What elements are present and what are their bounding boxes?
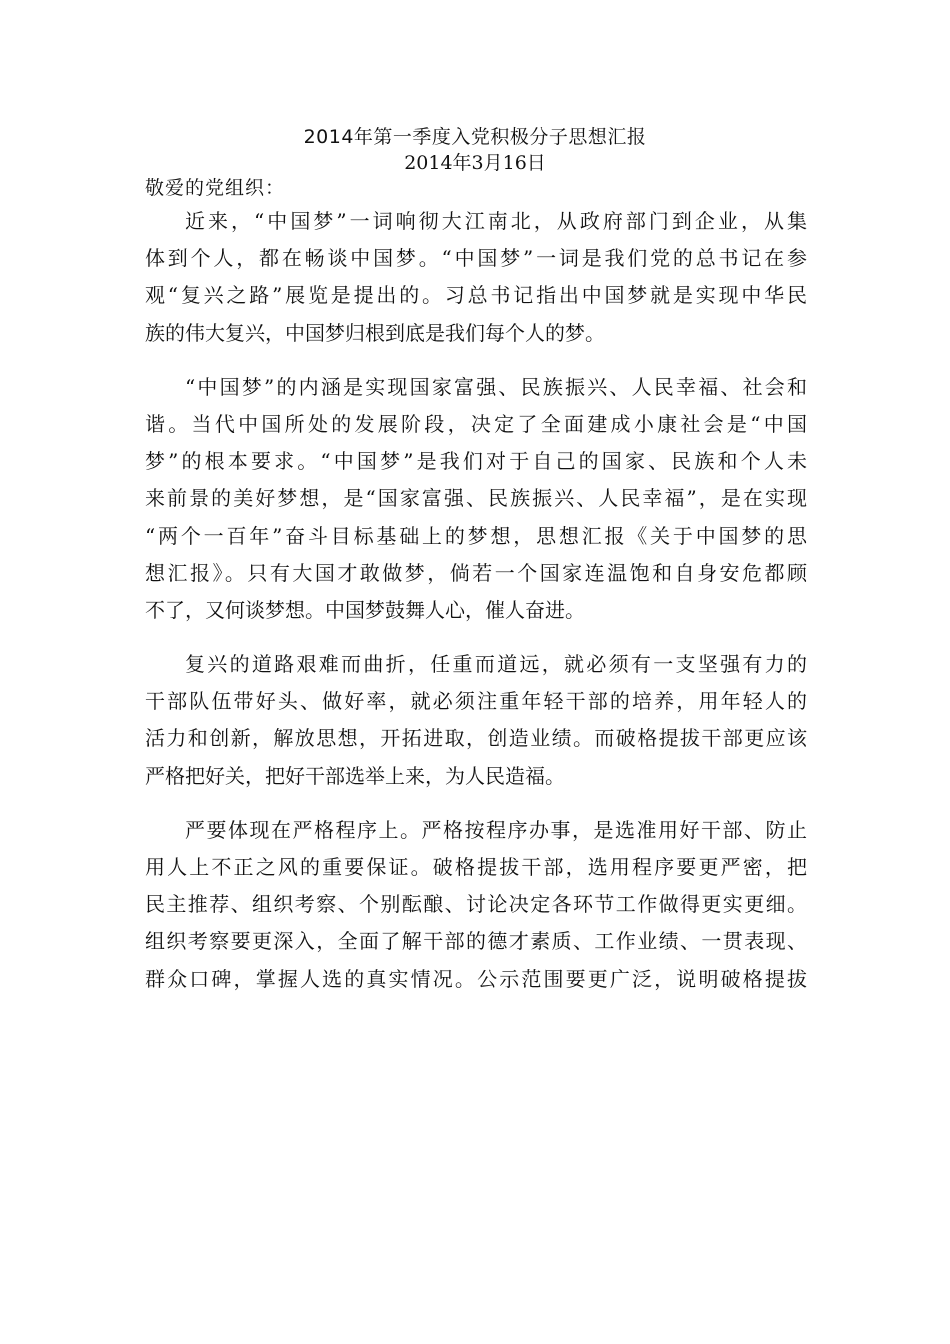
text-line: 群众口碑，掌握人选的真实情况。公示范围要更广泛，说明破格提拔 xyxy=(145,966,807,991)
text-line: 近来，“中国梦”一词响彻大江南北，从政府部门到企业，从集 xyxy=(185,209,807,233)
text-line: 严格把好关，把好干部选举上来，为人民造福。 xyxy=(145,763,565,788)
salutation: 敬爱的党组织： xyxy=(145,177,286,199)
text-line: 组织考察要更深入，全面了解干部的德才素质、工作业绩、一贯表现、 xyxy=(145,929,807,954)
paragraph-3 xyxy=(145,646,807,795)
paragraph-2 xyxy=(145,369,807,629)
paragraph-4 xyxy=(145,812,807,998)
text-line: 族的伟大复兴，中国梦归根到底是我们每个人的梦。 xyxy=(145,320,605,345)
text-line: 活力和创新，解放思想，开拓进取，创造业绩。而破格提拔干部更应该 xyxy=(145,726,807,751)
text-line: 观“复兴之路”展览是提出的。习总书记指出中国梦就是实现中华民 xyxy=(145,283,807,308)
text-line: 用人上不正之风的重要保证。破格提拔干部，选用程序要更严密，把 xyxy=(145,855,807,879)
text-line: “两个一百年”奋斗目标基础上的梦想，思想汇报《关于中国梦的思 xyxy=(145,523,807,548)
text-line: 民主推荐、组织考察、个别酝酿、讨论决定各环节工作做得更实更细。 xyxy=(145,892,807,917)
text-line: 谐。当代中国所处的发展阶段，决定了全面建成小康社会是“中国 xyxy=(145,411,807,436)
text-line: 梦”的根本要求。“中国梦”是我们对于自己的国家、民族和个人未 xyxy=(145,449,807,474)
text-line: 不了，又何谈梦想。中国梦鼓舞人心，催人奋进。 xyxy=(145,597,585,622)
document-body xyxy=(145,203,807,1015)
text-line: 来前景的美好梦想，是“国家富强、民族振兴、人民幸福”，是在实现 xyxy=(145,486,807,511)
text-line: 干部队伍带好头、做好率，就必须注重年轻干部的培养，用年轻人的 xyxy=(145,689,807,714)
paragraph-1 xyxy=(145,203,807,352)
document-date: 2014年3月16日 xyxy=(404,152,546,174)
text-line: “中国梦”的内涵是实现国家富强、民族振兴、人民幸福、社会和 xyxy=(185,374,807,399)
text-line: 想汇报》。只有大国才敢做梦，倘若一个国家连温饱和自身安危都顾 xyxy=(145,560,807,585)
document-title: 2014年第一季度入党积极分子思想汇报 xyxy=(303,126,647,148)
text-line: 体到个人，都在畅谈中国梦。“中国梦”一词是我们党的总书记在参 xyxy=(145,246,807,271)
text-line: 复兴的道路艰难而曲折，任重而道远，就必须有一支坚强有力的 xyxy=(185,652,807,677)
text-line: 严要体现在严格程序上。严格按程序办事，是选准用好干部、防止 xyxy=(185,817,807,842)
